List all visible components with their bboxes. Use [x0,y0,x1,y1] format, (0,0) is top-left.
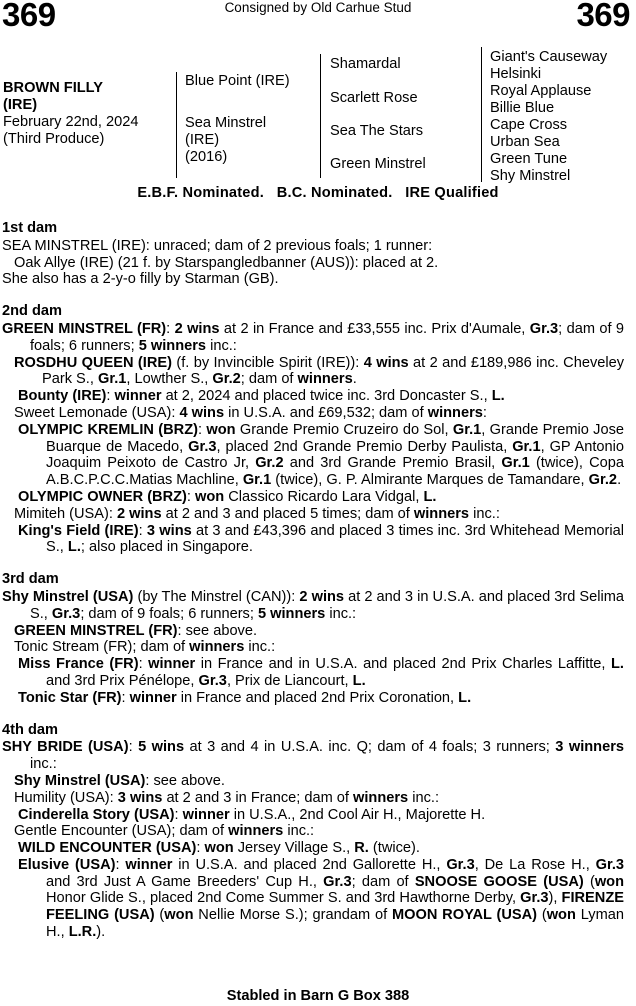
produce-note: (Third Produce) [3,131,105,147]
section-heading: 4th dam [2,721,58,738]
sire-dam: Scarlett Rose [330,90,418,106]
sire-sire: Shamardal [330,56,401,72]
section-heading: 1st dam [2,220,58,236]
progeny-entry: OLYMPIC KREMLIN (BRZ): won Grande Premio Cruzeiro do Sol, Gr.1, Grande Premio Jose Buarque de Macedo, Gr.3, placed 2nd Grande Premio Derby Paulista, Gr.1, GP Antonio Joaquim Peixoto de Castro Jr, Gr.2 and 3rd Grande Premio Brasil, Gr.1 (twice), Copa A.B.C.P.C.C.Matias Machline, Gr.1 (twice), G. P. Almirante Marques de Tamandare, Gr.2. [18,421,625,489]
sire: Blue Point (IRE) [185,73,290,89]
progeny-entry: Bounty (IRE): winner at 2, 2024 and placed twice inc. 3rd Doncaster S., L. [18,388,505,405]
foal-entry: Oak Allye (IRE) (21 f. by Starspangledbanner (AUS)): placed at 2. [14,254,439,271]
progeny-entry: Elusive (USA): winner in U.S.A. and placed 2nd Gallorette H., Gr.3, De La Rose H., Gr.3 and 3rd Just A Game Breeders' Cup H., Gr.3; dam of SNOOSE GOOSE (USA) (won Honor Glide S., placed 2nd Come Summer S. and 3rd Hawthorne Derby, Gr.3), FIRENZE FEELING (USA) (won Nellie Morse S.); grandam of MOON ROYAL (USA) (won Lyman H., L.R.). [18,856,625,941]
horse-info [3,80,139,148]
qualifications: E.B.F. Nominated. B.C. Nominated. IRE Qualified [137,185,499,201]
progeny-entry: WILD ENCOUNTER (USA): won Jersey Village S., R. (twice). [18,840,420,857]
dam-entry: Shy Minstrel (USA) (by The Minstrel (CAN)): 2 wins at 2 and 3 in U.S.A. and placed 3rd Selima S., Gr.3; dam of 9 foals; 6 runners; 5 winners inc.: [2,588,625,622]
progeny-entry: ROSDHU QUEEN (IRE) (f. by Invincible Spirit (IRE)): 4 wins at 2 and £189,986 inc. Cheveley Park S., Gr.1, Lowther S., Gr.2; dam of winners. [14,354,625,388]
dam: Sea Minstrel (IRE) (2016) [185,115,267,165]
fourth-dam-section [2,722,624,941]
dam-entry: GREEN MINSTREL (FR): 2 wins at 2 in France and £33,555 inc. Prix d'Aumale, Gr.3; dam of 9 foals; 6 runners; 5 winners inc.: [2,320,625,354]
progeny-entry: King's Field (IRE): 3 wins at 3 and £43,396 and placed 3 times inc. 3rd Whitehead Memorial S., L.; also placed in Singapore. [18,522,625,556]
progeny-entry: Tonic Stream (FR); dam of winners inc.: [14,639,276,656]
lot-number-right: 369 [576,0,630,33]
progeny-entry: Miss France (FR): winner in France and in U.S.A. and placed 2nd Prix Charles Laffitte, L. and 3rd Prix Pénélope, Gr.3, Prix de Liancourt, L. [18,656,624,689]
progeny-entry: Tonic Star (FR): winner in France and placed 2nd Prix Coronation, L. [18,689,472,706]
progeny-entry: Gentle Encounter (USA); dam of winners inc.: [14,823,315,840]
progeny-entry: Cinderella Story (USA): winner in U.S.A., 2nd Cool Air H., Majorette H. [18,806,486,823]
note-entry: She also has a 2-y-o filly by Starman (GB). [2,271,279,288]
section-heading: 3rd dam [2,571,59,588]
gen3-list: Giant's Causeway Helsinki Royal Applause Billie Blue Cape Cross Urban Sea Green Tune Shy Minstrel [490,49,608,184]
first-dam-section [2,220,624,288]
stabling-footer: Stabled in Barn G Box 388 [226,988,410,1004]
second-dam-section [2,303,624,556]
dam-entry: SHY BRIDE (USA): 5 wins at 3 and 4 in U.S.A. inc. Q; dam of 4 foals; 3 runners; 3 winners inc.: [2,739,624,773]
dam-entry: SEA MINSTREL (IRE): unraced; dam of 2 previous foals; 1 runner: [2,237,433,254]
catalogue-body [2,220,624,956]
dam-sire: Sea The Stars [330,123,424,139]
consignor: Consigned by Old Carhue Stud [224,0,412,15]
progeny-entry: Shy Minstrel (USA): see above. [14,772,225,789]
progeny-entry: GREEN MINSTREL (FR): see above. [14,622,258,639]
third-dam-section [2,571,624,706]
dam-dam: Green Minstrel [330,156,426,172]
pedigree-table [0,44,636,184]
foaling-date: February 22nd, 2024 [3,114,139,130]
progeny-entry: Mimiteh (USA): 2 wins at 2 and 3 and placed 5 times; dam of winners inc.: [14,505,500,522]
horse-name: BROWN FILLY [3,80,103,96]
horse-country: (IRE) [3,97,38,113]
progeny-entry: Humility (USA): 3 wins at 2 and 3 in France; dam of winners inc.: [14,789,440,806]
lot-number-left: 369 [2,0,56,33]
progeny-entry: OLYMPIC OWNER (BRZ): won Classico Ricardo Lara Vidgal, L. [18,488,437,505]
progeny-entry: Sweet Lemonade (USA): 4 wins in U.S.A. and £69,532; dam of winners: [14,404,487,421]
section-heading: 2nd dam [2,303,63,320]
